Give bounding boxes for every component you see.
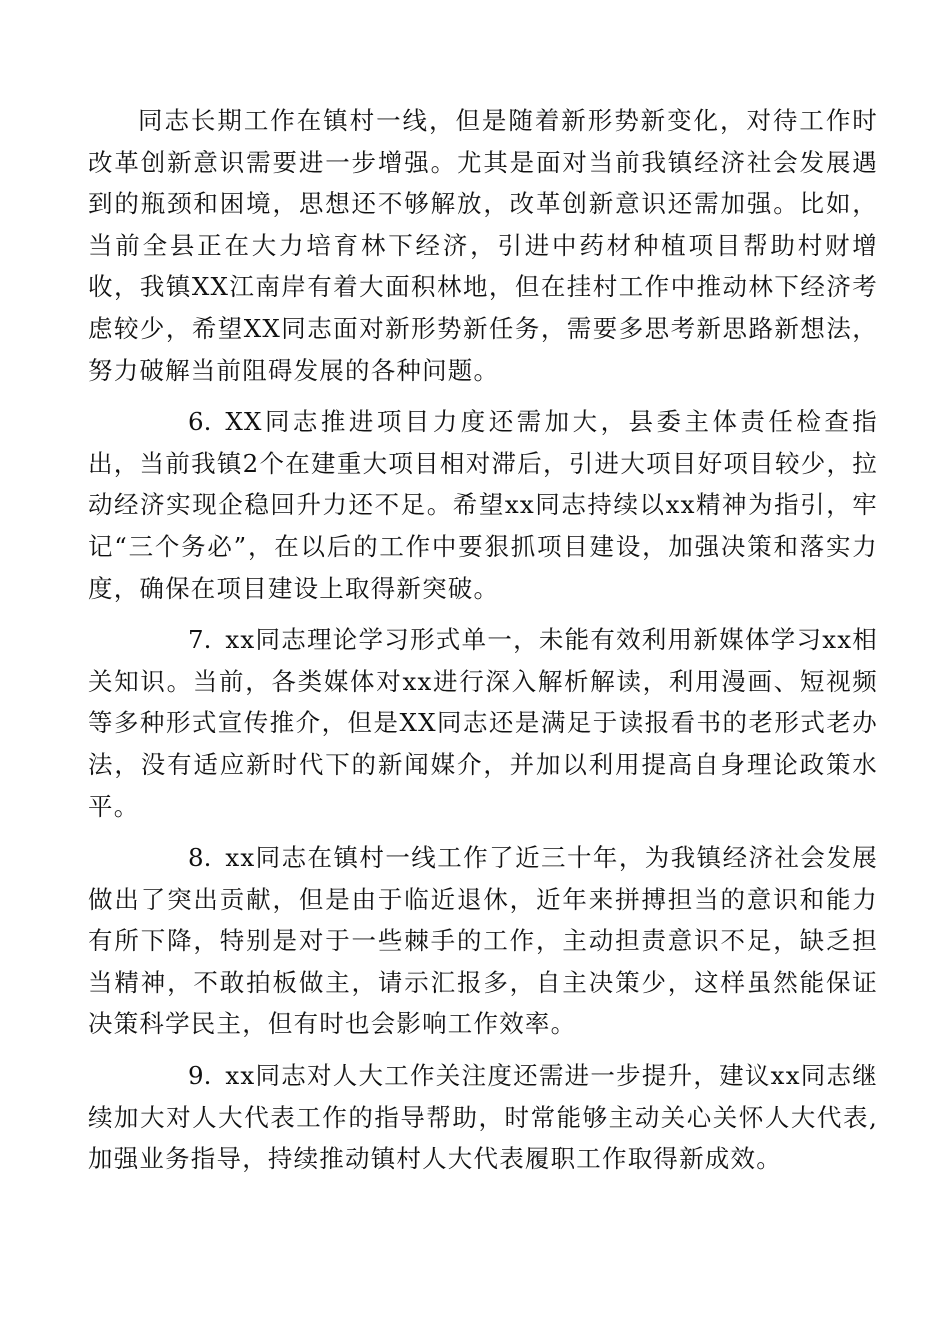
- paragraph-text: xx同志理论学习形式单一，未能有效利用新媒体学习xx相关知识。当前，各类媒体对xx进行深入解析解读，利用漫画、短视频等多种形式宣传推介，但是XX同志还是满足于读报看书的老形式老办法，没有适应新时代下的新闻媒介，并加以利用提高自身理论政策水平。: [88, 625, 878, 821]
- paragraph-text: 同志长期工作在镇村一线，但是随着新形势新变化，对待工作时改革创新意识需要进一步增强。尤其是面对当前我镇经济社会发展遇到的瓶颈和困境，思想还不够解放，改革创新意识还需加强。比如，当前全县正在大力培育林下经济，引进中药材种植项目帮助村财增收，我镇XX江南岸有着大面积林地，但在挂村工作中推动林下经济考虑较少，希望XX同志面对新形势新任务，需要多思考新思路新想法，努力破解当前阻碍发展的各种问题。: [88, 106, 878, 385]
- document-body: [88, 100, 878, 1180]
- paragraph-item-8: [88, 837, 878, 1045]
- paragraph-text: xx同志对人大工作关注度还需进一步提升，建议xx同志继续加大对人大代表工作的指导帮助，时常能够主动关心关怀人大代表,加强业务指导，持续推动镇村人大代表履职工作取得新成效。: [88, 1061, 878, 1174]
- paragraph-item-9: [88, 1055, 878, 1180]
- paragraph-item-6: [88, 401, 878, 609]
- paragraph-text: xx同志在镇村一线工作了近三十年，为我镇经济社会发展做出了突出贡献，但是由于临近退休，近年来拼搏担当的意识和能力有所下降，特别是对于一些棘手的工作，主动担责意识不足，缺乏担当精神，不敢拍板做主，请示汇报多，自主决策少，这样虽然能保证决策科学民主，但有时也会影响工作效率。: [88, 843, 878, 1039]
- paragraph-number: 6.: [188, 407, 212, 437]
- paragraph-number: 7.: [188, 625, 212, 655]
- paragraph-number: 8.: [188, 843, 212, 873]
- paragraph-item-7: [88, 619, 878, 827]
- paragraph-continuation: [88, 100, 878, 391]
- paragraph-number: 9.: [188, 1061, 212, 1091]
- paragraph-text: XX同志推进项目力度还需加大，县委主体责任检查指出，当前我镇2个在建重大项目相对滞后，引进大项目好项目较少，拉动经济实现企稳回升力还不足。希望xx同志持续以xx精神为指引，牢记“三个务必”，在以后的工作中要狠抓项目建设，加强决策和落实力度，确保在项目建设上取得新突破。: [88, 407, 878, 603]
